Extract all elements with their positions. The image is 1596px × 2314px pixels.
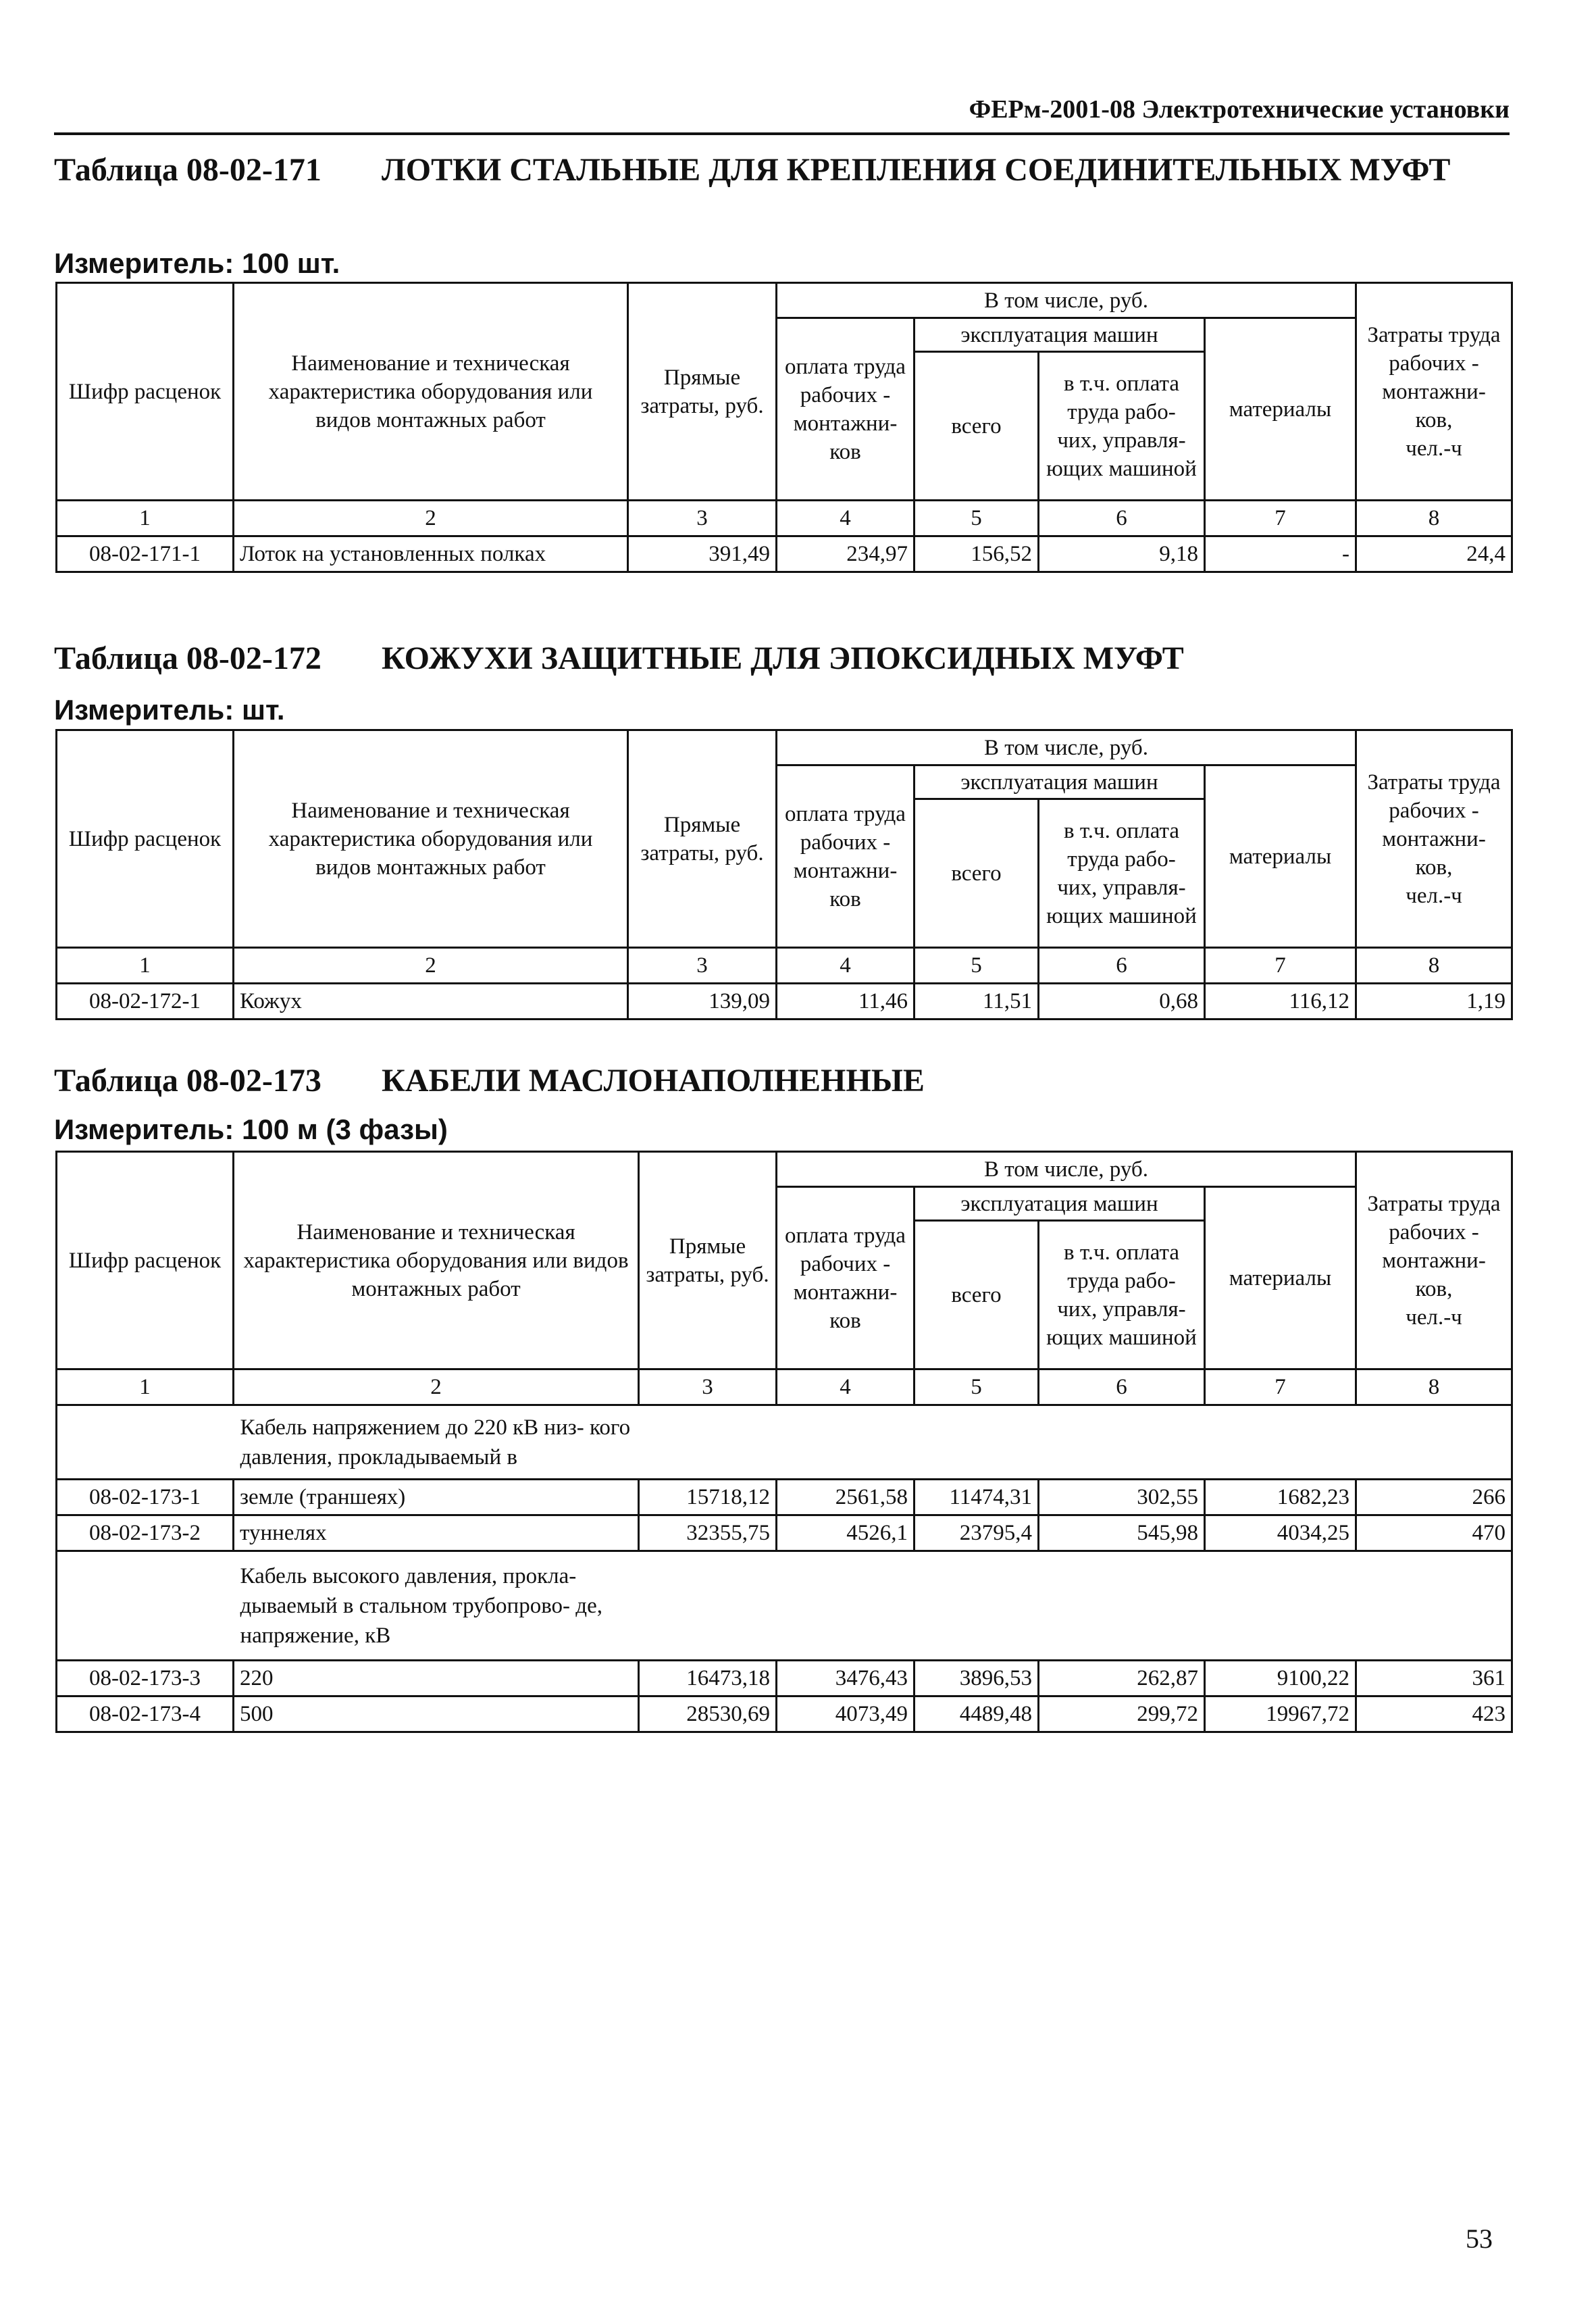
group-heading (234, 1551, 1512, 1661)
table-name: ЛОТКИ СТАЛЬНЫЕ ДЛЯ КРЕПЛЕНИЯ СОЕДИНИТЕЛЬНЫХ МУФТ (382, 152, 1451, 188)
col-number: 6 (1039, 1369, 1205, 1405)
col-header-including: В том числе, руб. (777, 283, 1356, 318)
col-number: 5 (915, 501, 1039, 536)
table-row (57, 1515, 1512, 1551)
table-row (57, 1661, 1512, 1696)
col-header-name: Наименование и техническая характеристика оборудования или видов монтажных работ (234, 1152, 639, 1369)
group-code-empty (57, 1551, 234, 1661)
cell-labor: 24,4 (1356, 536, 1512, 572)
measure-unit: Измеритель: шт. (54, 694, 285, 726)
col-header-code: Шифр расценок (57, 1152, 234, 1369)
col-number: 3 (628, 948, 777, 984)
col-header-machines-pay: в т.ч. оплата труда рабо- чих, управля- ющих машиной (1039, 799, 1205, 948)
col-header-direct: Прямые затраты, руб. (628, 283, 777, 501)
col-number: 7 (1205, 948, 1356, 984)
table-code: Таблица 08-02-172 (54, 640, 321, 676)
labor-unit: чел.-ч (1406, 883, 1462, 908)
col-number: 5 (915, 1369, 1039, 1405)
labor-unit: чел.-ч (1406, 1305, 1462, 1330)
cell-labor: 266 (1356, 1480, 1512, 1515)
table-row (57, 984, 1512, 1020)
col-number: 1 (57, 1369, 234, 1405)
col-header-machines: эксплуатация машин (915, 1187, 1205, 1221)
col-header-materials: материалы (1205, 1187, 1356, 1369)
col-header-workers-pay: оплата труда рабочих - монтажни- ков (777, 318, 915, 501)
cell-materials: - (1205, 536, 1356, 572)
cell-machines-total: 23795,4 (915, 1515, 1039, 1551)
col-header-including: В том числе, руб. (777, 1152, 1356, 1187)
group-heading-text: Кабель высокого давления, прокла- дываемый в стальном трубопрово- де, напряжение, кВ (240, 1563, 602, 1648)
col-header-name: Наименование и техническая характеристика оборудования или видов монтажных работ (234, 730, 628, 948)
labor-label: Затраты труда рабочих - монтажни- ков, (1367, 322, 1501, 432)
rates-table-172 (55, 729, 1513, 1020)
cell-materials: 9100,22 (1205, 1661, 1356, 1696)
cell-code: 08-02-173-3 (57, 1661, 234, 1696)
column-numbers-row (57, 1369, 1512, 1405)
cell-code: 08-02-173-1 (57, 1480, 234, 1515)
col-header-code: Шифр расценок (57, 283, 234, 501)
table-row (57, 1480, 1512, 1515)
col-header-including: В том числе, руб. (777, 730, 1356, 765)
cell-workers-pay: 234,97 (777, 536, 915, 572)
col-number: 7 (1205, 1369, 1356, 1405)
cell-labor: 423 (1356, 1696, 1512, 1732)
col-number: 4 (777, 501, 915, 536)
measure-unit: Измеритель: 100 шт. (54, 247, 340, 279)
table-row (57, 536, 1512, 572)
group-row (57, 1405, 1512, 1480)
col-header-machines-pay: в т.ч. оплата труда рабо- чих, управля- ющих машиной (1039, 1221, 1205, 1369)
measure-unit: Измеритель: 100 м (3 фазы) (54, 1113, 448, 1145)
col-header-labor (1356, 730, 1512, 948)
col-header-materials: материалы (1205, 318, 1356, 501)
table-row (57, 1696, 1512, 1732)
cell-direct: 15718,12 (639, 1480, 777, 1515)
cell-machines-pay: 262,87 (1039, 1661, 1205, 1696)
cell-machines-pay: 545,98 (1039, 1515, 1205, 1551)
cell-materials: 1682,23 (1205, 1480, 1356, 1515)
rates-table-171 (55, 282, 1513, 573)
cell-direct: 16473,18 (639, 1661, 777, 1696)
column-numbers-row (57, 501, 1512, 536)
col-number: 8 (1356, 948, 1512, 984)
cell-machines-pay: 9,18 (1039, 536, 1205, 572)
cell-workers-pay: 4526,1 (777, 1515, 915, 1551)
col-header-workers-pay: оплата труда рабочих - монтажни- ков (777, 765, 915, 948)
col-number: 2 (234, 501, 628, 536)
cell-workers-pay: 3476,43 (777, 1661, 915, 1696)
cell-materials: 116,12 (1205, 984, 1356, 1020)
cell-name: 500 (234, 1696, 639, 1732)
col-header-machines: эксплуатация машин (915, 765, 1205, 799)
col-number: 1 (57, 501, 234, 536)
cell-name: 220 (234, 1661, 639, 1696)
cell-name: Лоток на установленных полках (234, 536, 628, 572)
col-number: 6 (1039, 948, 1205, 984)
labor-label: Затраты труда рабочих - монтажни- ков, (1367, 1191, 1501, 1301)
cell-machines-total: 4489,48 (915, 1696, 1039, 1732)
cell-code: 08-02-173-4 (57, 1696, 234, 1732)
col-number: 3 (639, 1369, 777, 1405)
col-number: 4 (777, 948, 915, 984)
cell-direct: 139,09 (628, 984, 777, 1020)
col-number: 8 (1356, 501, 1512, 536)
col-number: 6 (1039, 501, 1205, 536)
cell-labor: 361 (1356, 1661, 1512, 1696)
col-number: 5 (915, 948, 1039, 984)
cell-materials: 4034,25 (1205, 1515, 1356, 1551)
cell-machines-total: 11,51 (915, 984, 1039, 1020)
col-number: 2 (234, 1369, 639, 1405)
col-number: 2 (234, 948, 628, 984)
cell-machines-total: 3896,53 (915, 1661, 1039, 1696)
col-number: 1 (57, 948, 234, 984)
running-header: ФЕРм-2001-08 Электротехнические установки (969, 95, 1510, 124)
col-header-name: Наименование и техническая характеристика оборудования или видов монтажных работ (234, 283, 628, 501)
cell-name: туннелях (234, 1515, 639, 1551)
col-header-machines-total: всего (915, 352, 1039, 501)
table-code: Таблица 08-02-171 (54, 152, 321, 188)
group-heading-text: Кабель напряжением до 220 кВ низ- кого давления, прокладываемый в (240, 1415, 631, 1469)
rates-table-173 (55, 1151, 1513, 1733)
group-heading (234, 1405, 1512, 1480)
cell-machines-pay: 302,55 (1039, 1480, 1205, 1515)
col-header-machines-total: всего (915, 1221, 1039, 1369)
cell-labor: 1,19 (1356, 984, 1512, 1020)
table-code: Таблица 08-02-173 (54, 1063, 321, 1099)
col-number: 8 (1356, 1369, 1512, 1405)
cell-workers-pay: 2561,58 (777, 1480, 915, 1515)
group-code-empty (57, 1405, 234, 1480)
header-rule (54, 132, 1510, 135)
cell-code: 08-02-171-1 (57, 536, 234, 572)
cell-workers-pay: 4073,49 (777, 1696, 915, 1732)
cell-workers-pay: 11,46 (777, 984, 915, 1020)
col-header-direct: Прямые затраты, руб. (639, 1152, 777, 1369)
col-header-machines-total: всего (915, 799, 1039, 948)
page-number: 53 (1466, 2223, 1493, 2254)
cell-direct: 32355,75 (639, 1515, 777, 1551)
col-header-labor (1356, 283, 1512, 501)
cell-machines-total: 156,52 (915, 536, 1039, 572)
cell-direct: 391,49 (628, 536, 777, 572)
cell-materials: 19967,72 (1205, 1696, 1356, 1732)
col-header-machines: эксплуатация машин (915, 318, 1205, 352)
cell-code: 08-02-173-2 (57, 1515, 234, 1551)
cell-labor: 470 (1356, 1515, 1512, 1551)
group-row (57, 1551, 1512, 1661)
cell-machines-pay: 0,68 (1039, 984, 1205, 1020)
table-name: КОЖУХИ ЗАЩИТНЫЕ ДЛЯ ЭПОКСИДНЫХ МУФТ (382, 640, 1184, 676)
cell-machines-pay: 299,72 (1039, 1696, 1205, 1732)
cell-direct: 28530,69 (639, 1696, 777, 1732)
col-number: 7 (1205, 501, 1356, 536)
col-header-materials: материалы (1205, 765, 1356, 948)
col-header-code: Шифр расценок (57, 730, 234, 948)
labor-label: Затраты труда рабочих - монтажни- ков, (1367, 770, 1501, 880)
cell-code: 08-02-172-1 (57, 984, 234, 1020)
col-header-direct: Прямые затраты, руб. (628, 730, 777, 948)
col-number: 4 (777, 1369, 915, 1405)
col-header-workers-pay: оплата труда рабочих - монтажни- ков (777, 1187, 915, 1369)
col-header-labor (1356, 1152, 1512, 1369)
col-header-machines-pay: в т.ч. оплата труда рабо- чих, управля- ющих машиной (1039, 352, 1205, 501)
table-name: КАБЕЛИ МАСЛОНАПОЛНЕННЫЕ (382, 1063, 925, 1099)
labor-unit: чел.-ч (1406, 436, 1462, 461)
column-numbers-row (57, 948, 1512, 984)
col-number: 3 (628, 501, 777, 536)
cell-machines-total: 11474,31 (915, 1480, 1039, 1515)
cell-name: Кожух (234, 984, 628, 1020)
cell-name: земле (траншеях) (234, 1480, 639, 1515)
